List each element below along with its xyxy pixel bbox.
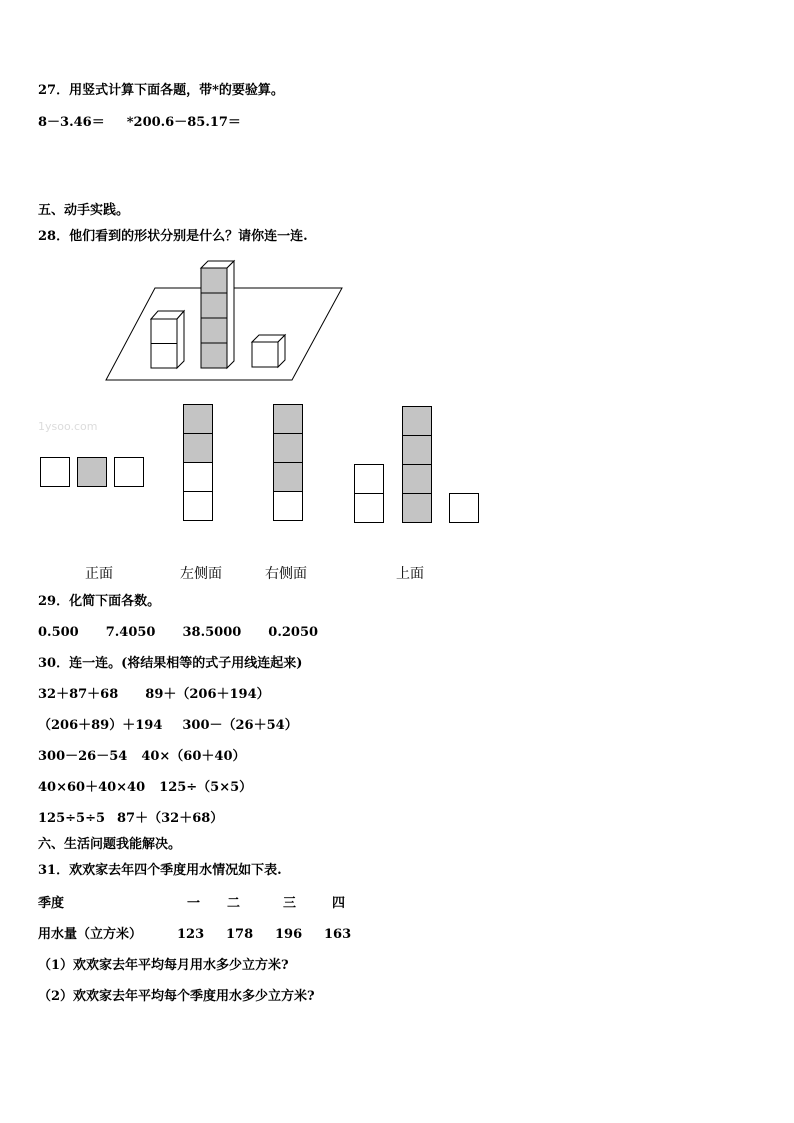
option3-square — [273, 433, 303, 463]
q30-title: 30．连一连。(将结果相等的式子用线连起来) — [38, 656, 303, 671]
table-value: 123 — [177, 927, 205, 942]
option3-square — [273, 404, 303, 434]
option4-square — [354, 464, 384, 494]
q29-numbers — [38, 625, 318, 641]
label-front: 正面 — [85, 566, 113, 582]
q29-title: 29．化简下面各数。 — [38, 594, 161, 609]
q30-row — [38, 780, 252, 796]
option3-square — [273, 462, 303, 492]
middle-cube-stack — [201, 261, 234, 368]
table-quarter: 一 — [187, 896, 201, 911]
q27-title: 27．用竖式计算下面各题，带*的要验算。 — [38, 83, 284, 98]
q30-expr-left: 32＋87＋68 — [38, 687, 119, 702]
q30-expr-left: （206＋89）＋194 — [38, 718, 163, 733]
option2-square — [183, 404, 213, 434]
watermark: 1ysoo.com — [38, 420, 98, 433]
option4-square — [402, 435, 432, 465]
option4-square — [402, 493, 432, 523]
q30-row — [38, 718, 298, 734]
q30-expr-left: 40×60＋40×40 — [38, 780, 146, 795]
q30-row — [38, 687, 270, 703]
left-cube-stack — [151, 311, 184, 368]
q30-row — [38, 749, 246, 765]
option3-square — [273, 491, 303, 521]
q31-title: 31．欢欢家去年四个季度用水情况如下表. — [38, 863, 282, 878]
option2-square — [183, 462, 213, 492]
table-value: 178 — [226, 927, 254, 942]
q30-expr-left: 125÷5÷5 — [38, 811, 106, 826]
option4-square — [402, 464, 432, 494]
q30-expr-right: 300－（26＋54） — [182, 718, 298, 733]
option1-square — [40, 457, 70, 487]
option4-square — [354, 493, 384, 523]
right-single-cube — [252, 335, 285, 367]
q30-expr-right: 125÷（5×5） — [159, 780, 253, 795]
option1-square — [77, 457, 107, 487]
section6-heading: 六、生活问题我能解决。 — [38, 837, 182, 852]
table-value: 196 — [275, 927, 303, 942]
table-quarter: 三 — [283, 896, 297, 911]
q30-expr-right: 89＋（206＋194） — [145, 687, 270, 702]
option4-square — [402, 406, 432, 436]
q30-row — [38, 811, 223, 827]
label-right-side: 右侧面 — [265, 566, 307, 582]
q28-title: 28．他们看到的形状分别是什么？请你连一连. — [38, 229, 308, 244]
table-quarter: 四 — [332, 896, 346, 911]
table-row-label: 用水量（立方米） — [38, 927, 143, 942]
section5-heading: 五、动手实践。 — [38, 203, 130, 218]
option4-square — [449, 493, 479, 523]
q29-number: 0.500 — [38, 625, 79, 640]
q30-expr-right: 87＋（32＋68） — [117, 811, 224, 826]
q27-expr2: *200.6－85.17＝ — [126, 115, 241, 130]
q30-expr-right: 40×（60＋40） — [141, 749, 246, 764]
option2-square — [183, 491, 213, 521]
option1-square — [114, 457, 144, 487]
q27-expr1: 8－3.46＝ — [38, 115, 105, 130]
q29-number: 7.4050 — [105, 625, 156, 640]
table-value: 163 — [324, 927, 352, 942]
table-header-label: 季度 — [38, 896, 65, 911]
q31-sub1: （1）欢欢家去年平均每月用水多少立方米? — [38, 958, 289, 973]
table-quarter: 二 — [227, 896, 241, 911]
q29-number: 38.5000 — [182, 625, 242, 640]
label-left-side: 左侧面 — [180, 566, 222, 582]
q31-sub2: （2）欢欢家去年平均每个季度用水多少立方米? — [38, 989, 315, 1004]
label-top: 上面 — [396, 566, 424, 582]
option2-square — [183, 433, 213, 463]
q29-number: 0.2050 — [268, 625, 319, 640]
q30-expr-left: 300－26－54 — [38, 749, 128, 764]
